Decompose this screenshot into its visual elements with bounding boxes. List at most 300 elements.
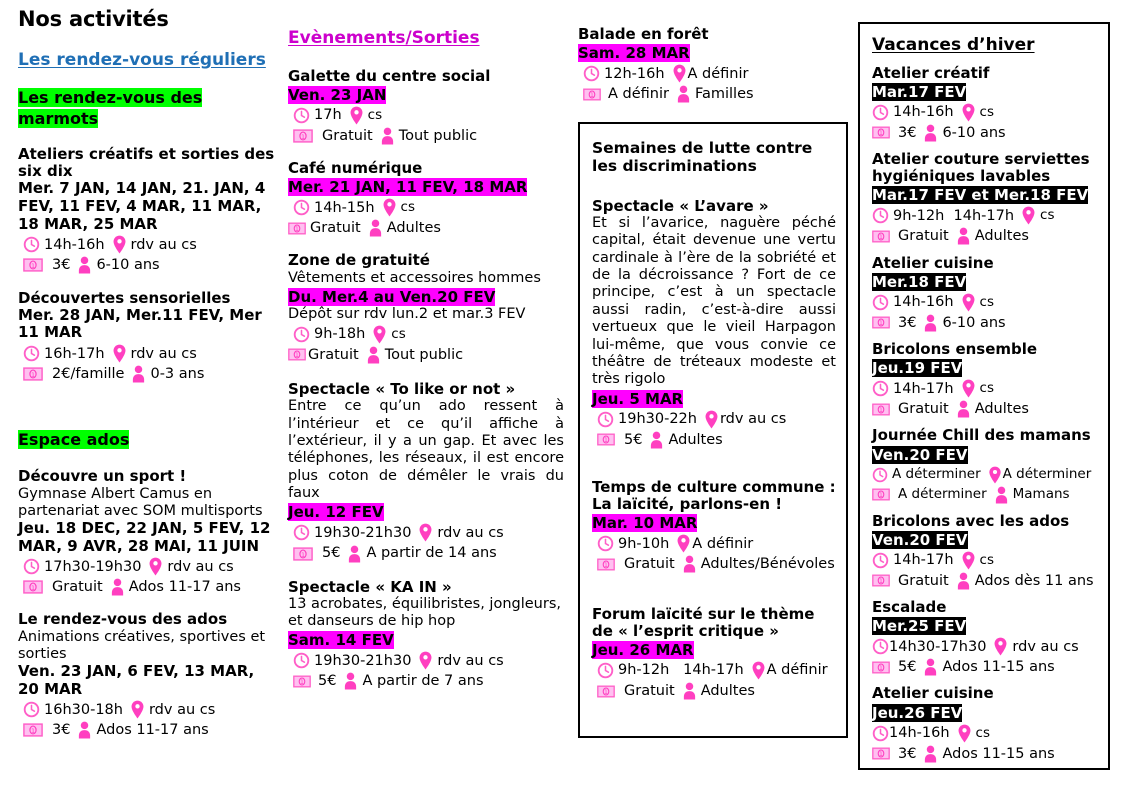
activity-time-place-row xyxy=(872,103,1098,122)
person-icon xyxy=(994,486,1009,504)
activity-title: Bricolons avec les ados xyxy=(872,511,1070,530)
banknote-icon xyxy=(293,547,313,561)
activity-audience: Adultes/Bénévoles xyxy=(700,556,835,573)
svg-text:1: 1 xyxy=(879,321,883,328)
banknote-icon xyxy=(872,488,890,501)
activity-block xyxy=(288,252,564,364)
activity-price: 3€ xyxy=(52,722,71,739)
activity-time: 14h-15h xyxy=(314,199,375,216)
activity-dates-wrap xyxy=(288,177,564,196)
activity-description: Et si l’avarice, naguère péché capital, était devenue une vertu cardinale à l’ère de la sobriété et de la décroissance ? Fort de ce principe, c’est à un spectacle aussi radin, c’est-à-dire aussi vertueux que le vieil Harpagon lui-même, que vous convie ce théâtre de tréteaux modeste et très rigolo xyxy=(592,214,836,388)
activity-price: 3€ xyxy=(898,124,917,141)
clock-icon xyxy=(23,701,40,718)
activity-price: Gratuit xyxy=(898,401,949,418)
activity-time-place-row xyxy=(578,64,854,83)
clock-icon xyxy=(872,725,889,742)
activity-dates-wrap xyxy=(872,82,1098,101)
activity-time-place-row xyxy=(872,724,1098,743)
activity-price: 5€ xyxy=(322,545,341,562)
activity-dates: Sam. 14 FEV xyxy=(288,631,394,650)
activity-audience: Adultes xyxy=(386,220,441,237)
banknote-icon xyxy=(872,230,890,243)
activity-dates: Mar.17 FEV xyxy=(872,82,967,101)
activity-place: A définir xyxy=(692,535,754,552)
svg-text:1: 1 xyxy=(879,579,883,586)
activity-price: 3€ xyxy=(52,257,71,274)
activity-price: 3€ xyxy=(898,745,917,762)
activity-block xyxy=(288,381,564,563)
activity-place: A définir xyxy=(766,662,828,679)
activity-price: Gratuit xyxy=(898,572,949,589)
svg-text:1: 1 xyxy=(30,372,36,380)
activity-time-place-row xyxy=(592,661,836,680)
clock-icon xyxy=(23,345,40,362)
banknote-icon xyxy=(23,723,43,737)
activity-time-place-row xyxy=(872,551,1098,570)
svg-text:1: 1 xyxy=(879,131,883,138)
activity-place: cs xyxy=(979,103,994,120)
svg-text:1: 1 xyxy=(604,689,608,696)
svg-text:1: 1 xyxy=(300,551,306,559)
person-icon xyxy=(923,124,938,142)
activity-dates-wrap xyxy=(872,358,1098,377)
activity-title: Découvre un sport ! xyxy=(18,467,187,486)
svg-text:1: 1 xyxy=(300,133,306,141)
activity-audience: 6-10 ans xyxy=(942,314,1006,331)
activity-place: cs xyxy=(979,551,994,568)
clock-icon xyxy=(597,535,614,552)
activity-price: Gratuit xyxy=(322,127,373,144)
person-icon xyxy=(676,85,691,103)
column-forest-and-discrimination xyxy=(578,0,854,103)
activity-place: cs xyxy=(979,380,994,397)
heading-evenements-sorties: Evènements/Sorties xyxy=(288,28,480,48)
activity-place: cs xyxy=(367,106,383,123)
activity-price: A définir xyxy=(608,86,669,103)
map-pin-icon xyxy=(993,637,1008,656)
activity-dates-wrap xyxy=(872,616,1098,635)
activity-time-place-row xyxy=(872,637,1098,656)
banknote-icon xyxy=(23,367,43,381)
person-icon xyxy=(77,721,92,739)
activity-title: Atelier cuisine xyxy=(872,684,994,703)
activity-block xyxy=(288,579,564,691)
activity-audience: Adultes xyxy=(974,228,1029,245)
activity-price-audience-row xyxy=(288,544,564,562)
activity-dates: Jeu.26 FEV xyxy=(872,703,963,722)
activity-time: A déterminer xyxy=(892,466,981,483)
clock-icon xyxy=(293,199,310,216)
map-pin-icon xyxy=(130,700,145,719)
activity-dates-wrap xyxy=(872,185,1098,204)
activity-time: 19h30-22h xyxy=(618,411,697,428)
activity-price-audience-row xyxy=(288,672,564,690)
clock-icon xyxy=(597,411,614,428)
activity-price-audience-row xyxy=(578,85,854,103)
map-pin-icon xyxy=(112,344,127,363)
activity-time: 12h-16h xyxy=(604,65,665,82)
activity-title: Café numérique xyxy=(288,158,423,177)
activity-place: rdv au cs xyxy=(130,345,197,362)
activity-dates-wrap xyxy=(872,703,1098,722)
activity-dates-wrap xyxy=(872,530,1098,549)
clock-icon xyxy=(597,662,614,679)
activity-time-place-row xyxy=(872,466,1098,484)
activity-time-place-row xyxy=(288,325,564,344)
person-icon xyxy=(347,545,362,563)
activity-dates: Ven.20 FEV xyxy=(872,445,968,464)
svg-text:1: 1 xyxy=(879,235,883,242)
activity-time-place-row xyxy=(18,557,280,576)
activity-time: 14h-16h xyxy=(893,104,954,121)
activity-title: Spectacle « To like or not » xyxy=(288,379,516,398)
activity-dates: Ven.20 FEV xyxy=(872,530,968,549)
activity-audience: A partir de 14 ans xyxy=(366,545,497,562)
activity-block xyxy=(872,255,1098,332)
activity-block xyxy=(592,479,836,574)
activity-dates: Mer. 7 JAN, 14 JAN, 21. JAN, 4 FEV, 11 FEV, 4 MAR, 11 MAR, 18 MAR, 25 MAR xyxy=(18,179,266,233)
clock-icon xyxy=(872,380,889,397)
activity-dates-wrap xyxy=(288,630,564,649)
activity-dates: Ven. 23 JAN xyxy=(288,85,387,104)
activity-price: Gratuit xyxy=(624,556,675,573)
activity-time: 14h-16h xyxy=(889,724,950,741)
activity-dates: Mer.18 FEV xyxy=(872,272,967,291)
activity-subtitle: Animations créatives, sportives et sorties xyxy=(18,628,266,662)
activity-time: 9h-10h xyxy=(618,535,670,552)
activity-time-place-row xyxy=(18,235,280,254)
activity-price-audience-row xyxy=(18,578,280,596)
column-regular-activities xyxy=(18,0,280,739)
clock-icon xyxy=(583,65,600,82)
activity-audience: Adultes xyxy=(700,683,755,700)
banknote-icon xyxy=(872,747,890,760)
activity-price-audience-row xyxy=(18,365,280,383)
activity-place: A définir xyxy=(687,65,749,82)
activity-title: Journée Chill des mamans xyxy=(872,426,1091,445)
activity-time: 19h30-21h30 xyxy=(314,524,412,541)
clock-icon xyxy=(872,552,889,569)
activity-block xyxy=(18,468,280,596)
banknote-icon xyxy=(583,88,601,101)
activity-price-audience-row xyxy=(288,346,564,364)
activity-time: 9h-18h xyxy=(314,326,366,343)
activity-price: Gratuit xyxy=(624,683,675,700)
activity-title: Atelier cuisine xyxy=(872,253,994,272)
activity-audience: Adultes xyxy=(668,431,723,448)
activity-audience: Ados 11-15 ans xyxy=(942,659,1055,676)
activity-audience: Tout public xyxy=(398,127,478,144)
activity-title: Zone de gratuité xyxy=(288,251,430,270)
activity-place: rdv au cs xyxy=(167,558,234,575)
activity-block xyxy=(578,26,854,103)
activity-time: 16h30-18h xyxy=(44,701,123,718)
activity-time-place-row xyxy=(872,206,1098,225)
activity-dates: Jeu. 12 FEV xyxy=(288,503,384,522)
map-pin-icon xyxy=(382,198,397,217)
banknote-icon xyxy=(293,675,311,688)
clock-icon xyxy=(293,524,310,541)
activity-title: Atelier couture serviettes hygiéniques lavables xyxy=(872,149,1090,186)
activity-audience: Ados 11-17 ans xyxy=(96,722,209,739)
activity-title: Galette du centre social xyxy=(288,66,491,85)
activity-block xyxy=(18,146,280,275)
activity-time-place-row xyxy=(18,700,280,719)
activity-block xyxy=(872,427,1098,503)
activity-time: 14h-17h xyxy=(893,552,954,569)
activity-audience: Ados dès 11 ans xyxy=(974,572,1094,589)
activity-dates: Jeu.19 FEV xyxy=(872,359,963,378)
activity-time-place-row xyxy=(288,651,564,670)
map-pin-icon xyxy=(112,235,127,254)
activity-time-place-row xyxy=(592,534,836,553)
activity-place: rdv au cs xyxy=(130,236,197,253)
activity-dates: Jeu. 5 MAR xyxy=(592,389,684,408)
activity-deposit-note: Dépôt sur rdv lun.2 et mar.3 FEV xyxy=(288,305,526,322)
activity-time: 9h-12h 14h-17h xyxy=(618,662,744,679)
person-icon xyxy=(956,227,971,245)
activity-time-place-row xyxy=(288,198,564,217)
activity-dates: Mer. 21 JAN, 11 FEV, 18 MAR xyxy=(288,178,528,197)
activity-place: rdv au cs xyxy=(437,524,504,541)
activity-block xyxy=(872,513,1098,590)
activity-time: 14h-16h xyxy=(893,294,954,311)
activity-place: cs xyxy=(391,325,406,342)
activity-title: Balade en forêt xyxy=(578,25,709,43)
box-vacances-hiver xyxy=(858,22,1110,770)
activity-title: Forum laïcité sur le thème de « l’esprit critique » xyxy=(592,604,815,640)
activity-title: Spectacle « KA IN » xyxy=(288,577,452,596)
map-pin-icon xyxy=(1021,206,1036,225)
activity-price-audience-row xyxy=(872,745,1098,763)
activity-place: A déterminer xyxy=(1002,466,1092,483)
activity-block xyxy=(288,160,564,237)
person-icon xyxy=(649,431,664,449)
activity-title: Temps de culture commune : La laïcité, parlons-en ! xyxy=(592,477,836,514)
section-espace-ados xyxy=(18,429,280,450)
banknote-icon xyxy=(872,126,890,139)
person-icon xyxy=(682,555,697,573)
activity-price: Gratuit xyxy=(898,228,949,245)
person-icon xyxy=(923,658,938,676)
banknote-icon xyxy=(288,348,306,361)
activity-time-place-row xyxy=(288,106,564,125)
activity-price: 2€/famille xyxy=(52,366,125,383)
clock-icon xyxy=(23,558,40,575)
person-icon xyxy=(131,365,146,383)
activity-time: 9h-12h 14h-17h xyxy=(893,207,1015,224)
activity-title: Atelier créatif xyxy=(872,63,990,82)
clock-icon xyxy=(23,236,40,253)
svg-text:1: 1 xyxy=(295,353,299,360)
person-icon xyxy=(682,682,697,700)
activity-audience: 6-10 ans xyxy=(96,257,160,274)
activity-place: cs xyxy=(975,724,990,741)
activity-place: rdv au cs xyxy=(719,411,787,428)
activity-dates-wrap xyxy=(578,43,854,62)
activity-time: 19h30-21h30 xyxy=(314,652,412,669)
banknote-icon xyxy=(872,403,890,416)
banknote-icon xyxy=(597,433,615,446)
box-semaines-discriminations xyxy=(578,122,848,738)
activity-time-place-row xyxy=(872,293,1098,312)
activity-price-audience-row xyxy=(18,256,280,274)
person-icon xyxy=(956,400,971,418)
banknote-icon xyxy=(23,580,43,594)
map-pin-icon xyxy=(961,379,976,398)
activity-audience: Familles xyxy=(694,86,754,103)
banknote-icon xyxy=(872,661,890,674)
activity-dates: Mar.17 FEV et Mer.18 FEV xyxy=(872,186,1089,205)
activity-price-audience-row xyxy=(872,400,1098,418)
activity-title: Spectacle « L’avare » xyxy=(592,196,769,215)
activity-place: cs xyxy=(1040,207,1055,224)
clock-icon xyxy=(293,326,310,343)
activity-price-audience-row xyxy=(18,721,280,739)
activity-block xyxy=(592,606,836,701)
svg-text:1: 1 xyxy=(590,92,594,99)
svg-text:1: 1 xyxy=(604,438,608,445)
activity-price-audience-row xyxy=(592,682,836,700)
activity-dates: Ven. 23 JAN, 6 FEV, 13 MAR, 20 MAR xyxy=(18,661,255,698)
map-pin-icon xyxy=(957,724,972,743)
banknote-icon xyxy=(597,558,615,571)
map-pin-icon xyxy=(372,325,387,344)
activity-time: 16h-17h xyxy=(44,345,105,362)
activity-title: Ateliers créatifs et sorties des six dix xyxy=(18,144,275,181)
banknote-icon xyxy=(288,222,306,235)
activity-dates-wrap xyxy=(288,502,564,521)
clock-icon xyxy=(872,467,888,483)
banknote-icon xyxy=(23,258,43,272)
activity-dates-wrap xyxy=(288,287,564,306)
activity-dates-wrap xyxy=(592,640,836,659)
banknote-icon xyxy=(872,316,890,329)
activity-place: cs xyxy=(979,293,994,310)
activity-time-place-row xyxy=(18,344,280,363)
activity-dates-wrap xyxy=(872,272,1098,291)
activity-dates-wrap xyxy=(592,389,836,408)
person-icon xyxy=(380,127,395,145)
activity-block xyxy=(872,341,1098,418)
map-pin-icon xyxy=(418,651,433,670)
activity-audience: Mamans xyxy=(1012,486,1070,503)
activity-price-audience-row xyxy=(872,124,1098,142)
banknote-icon xyxy=(293,129,313,143)
svg-text:1: 1 xyxy=(30,728,36,736)
column-events-outings xyxy=(288,0,564,690)
map-pin-icon xyxy=(418,523,433,542)
activity-price-audience-row xyxy=(872,227,1098,245)
map-pin-icon xyxy=(961,293,976,312)
banknote-icon xyxy=(597,685,615,698)
person-icon xyxy=(956,572,971,590)
svg-text:1: 1 xyxy=(879,665,883,672)
heading-rendez-vous-reguliers: Les rendez-vous réguliers xyxy=(18,50,266,71)
activity-dates: Du. Mer.4 au Ven.20 FEV xyxy=(288,287,496,306)
svg-text:1: 1 xyxy=(879,493,883,500)
activity-price: Gratuit xyxy=(308,346,359,363)
activity-block xyxy=(872,685,1098,762)
activity-price-audience-row xyxy=(288,219,564,237)
activity-dates: Mar. 10 MAR xyxy=(592,514,698,533)
activity-subtitle: Vêtements et accessoires hommes xyxy=(288,269,541,286)
clock-icon xyxy=(293,652,310,669)
activity-block xyxy=(872,599,1098,676)
activity-block xyxy=(18,290,280,384)
activity-price-audience-row xyxy=(592,555,836,573)
activity-place: rdv au cs xyxy=(1012,638,1079,655)
activity-price-audience-row xyxy=(872,658,1098,676)
clock-icon xyxy=(872,104,889,121)
activity-block xyxy=(872,65,1098,142)
activity-price: Gratuit xyxy=(52,579,103,596)
activity-time: 14h-16h xyxy=(44,236,105,253)
map-pin-icon xyxy=(676,534,691,553)
activity-dates: Sam. 28 MAR xyxy=(578,44,690,63)
box-heading: Semaines de lutte contre les discriminations xyxy=(592,139,813,175)
map-pin-icon xyxy=(751,661,766,680)
heading-vacances-hiver: Vacances d’hiver xyxy=(872,35,1035,55)
activity-block xyxy=(872,151,1098,246)
activity-place: rdv au cs xyxy=(148,701,216,718)
clock-icon xyxy=(293,107,310,124)
map-pin-icon xyxy=(148,557,163,576)
clock-icon xyxy=(872,638,889,655)
map-pin-icon xyxy=(961,103,976,122)
activity-dates: Jeu. 18 DEC, 22 JAN, 5 FEV, 12 MAR, 9 AVR, 28 MAI, 11 JUIN xyxy=(18,518,271,555)
person-icon xyxy=(366,346,381,364)
activity-audience: A partir de 7 ans xyxy=(362,673,484,690)
svg-text:1: 1 xyxy=(879,407,883,414)
activity-block xyxy=(288,68,564,145)
section-espace-ados-label: Espace ados xyxy=(18,430,130,450)
activity-description: 13 acrobates, équilibristes, jongleurs, et danseurs de hip hop xyxy=(288,595,561,629)
map-pin-icon xyxy=(704,410,719,429)
map-pin-icon xyxy=(961,551,976,570)
activity-price-audience-row xyxy=(872,314,1098,332)
activity-price-audience-row xyxy=(872,486,1098,504)
activity-audience: 6-10 ans xyxy=(942,124,1006,141)
person-icon xyxy=(77,256,92,274)
activity-dates: Mer. 28 JAN, Mer.11 FEV, Mer 11 MAR xyxy=(18,305,262,342)
activity-time: 17h30-19h30 xyxy=(44,558,142,575)
svg-text:1: 1 xyxy=(295,226,299,233)
map-pin-icon xyxy=(672,64,687,83)
person-icon xyxy=(923,745,938,763)
activity-time-place-row xyxy=(288,523,564,542)
activity-subtitle: Gymnase Albert Camus en partenariat avec SOM multisports xyxy=(18,485,263,519)
activity-title: Bricolons ensemble xyxy=(872,339,1038,358)
activity-price: 5€ xyxy=(318,673,337,690)
svg-text:1: 1 xyxy=(604,563,608,570)
activity-title: Découvertes sensorielles xyxy=(18,288,231,307)
svg-text:1: 1 xyxy=(879,752,883,759)
activity-title: Le rendez-vous des ados xyxy=(18,610,228,629)
person-icon xyxy=(923,314,938,332)
section-marmots-label: Les rendez-vous des marmots xyxy=(18,87,203,128)
activity-time-place-row xyxy=(592,410,836,429)
activity-dates: Jeu. 26 MAR xyxy=(592,641,694,660)
activity-price-audience-row xyxy=(872,572,1098,590)
section-marmots xyxy=(18,87,223,129)
page-title: Nos activités xyxy=(18,7,169,31)
activity-audience: Ados 11-17 ans xyxy=(128,579,241,596)
activity-place: rdv au cs xyxy=(437,652,504,669)
activity-audience: Tout public xyxy=(384,346,464,363)
svg-text:1: 1 xyxy=(30,585,36,593)
activity-dates-wrap xyxy=(592,513,836,532)
